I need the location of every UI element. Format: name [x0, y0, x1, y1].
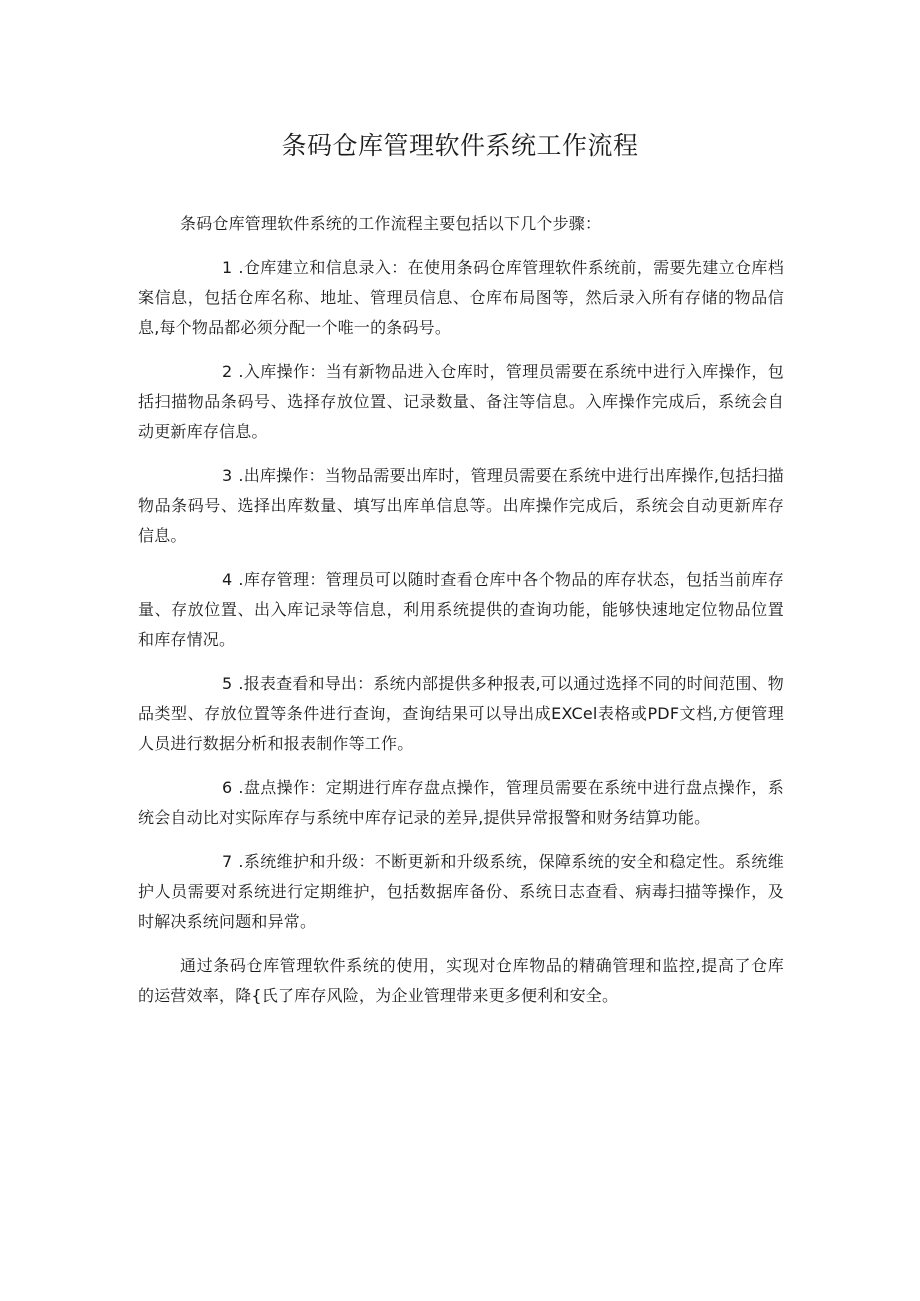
step-text: .入库操作：当有新物品进入仓库时，管理员需要在系统中进行入库操作，包括扫描物品条码号、选择存放位置、记录数量、备注等信息。入库操作完成后，系统会自动更新库存信息。 — [138, 362, 784, 441]
step-paragraph-4 — [138, 565, 784, 655]
step-text: .出库操作：当物品需要出库时，管理员需要在系统中进行出库操作,包括扫描物品条码号、选择出库数量、填写出库单信息等。出库操作完成后，系统会自动更新库存信息。 — [138, 466, 784, 545]
step-text: .仓库建立和信息录入：在使用条码仓库管理软件系统前，需要先建立仓库档案信息，包括仓库名称、地址、管理员信息、仓库布局图等，然后录入所有存储的物品信息,每个物品都必须分配一个唯一的条码号。 — [138, 258, 784, 337]
document-title: 条码仓库管理软件系统工作流程 — [281, 131, 639, 160]
step-text: .库存管理：管理员可以随时查看仓库中各个物品的库存状态，包括当前库存量、存放位置、出入库记录等信息，利用系统提供的查询功能，能够快速地定位物品位置和库存情况。 — [138, 570, 784, 649]
conclusion-paragraph: 通过条码仓库管理软件系统的使用，实现对仓库物品的精确管理和监控,提高了仓库的运营效率，降{氏了库存风险，为企业管理带来更多便利和安全。 — [138, 956, 784, 1005]
step-paragraph-6 — [138, 773, 784, 833]
step-number: 1 — [222, 258, 233, 277]
step-paragraph-5 — [138, 669, 784, 759]
step-text: .报表查看和导出：系统内部提供多种报表,可以通过选择不同的时间范围、物品类型、存放位置等条件进行查询，查询结果可以导出成EXCel表格或PDF文档,方便管理人员进行数据分析和报表制作等工作。 — [138, 674, 784, 753]
step-number: 2 — [222, 362, 233, 381]
step-number: 3 — [222, 466, 233, 485]
step-paragraph-2 — [138, 357, 784, 447]
step-paragraph-1 — [138, 253, 784, 343]
step-paragraph-7 — [138, 847, 784, 937]
intro-paragraph: 条码仓库管理软件系统的工作流程主要包括以下几个步骤： — [180, 214, 602, 233]
step-paragraph-3 — [138, 461, 784, 551]
step-number: 7 — [222, 852, 233, 871]
step-text: .系统维护和升级：不断更新和升级系统，保障系统的安全和稳定性。系统维护人员需要对系统进行定期维护，包括数据库备份、系统日志查看、病毒扫描等操作，及时解决系统问题和异常。 — [138, 852, 784, 931]
step-number: 4 — [222, 570, 233, 589]
step-number: 6 — [222, 778, 233, 797]
document-body — [138, 209, 784, 1025]
step-number: 5 — [222, 674, 233, 693]
step-text: .盘点操作：定期进行库存盘点操作，管理员需要在系统中进行盘点操作，系统会自动比对实际库存与系统中库存记录的差异,提供异常报警和财务结算功能。 — [138, 778, 784, 827]
